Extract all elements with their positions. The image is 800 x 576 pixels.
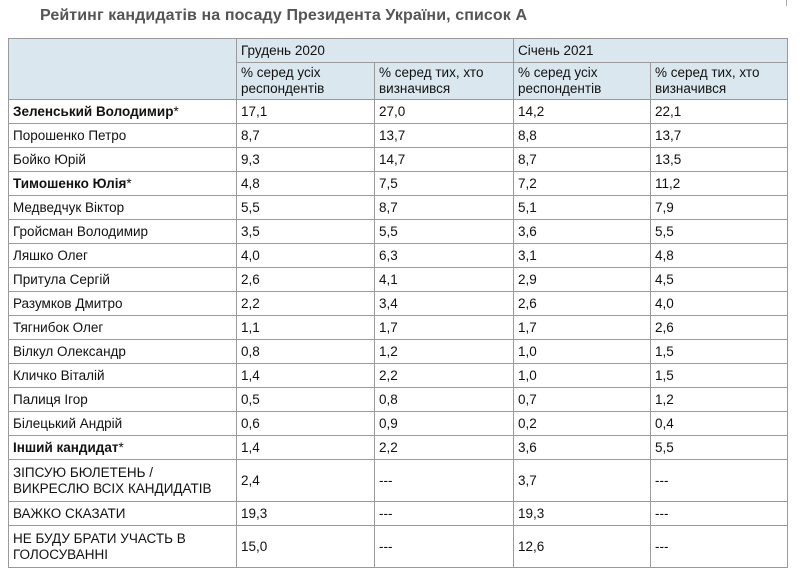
table-row — [9, 292, 788, 316]
value-cell: 2,9 — [514, 268, 651, 292]
table-row — [9, 460, 788, 502]
candidate-name-cell — [9, 100, 237, 124]
value-cell: 1,4 — [237, 364, 375, 388]
value-cell: 5,5 — [237, 196, 375, 220]
table-row — [9, 526, 788, 568]
value-cell: 3,7 — [514, 460, 651, 502]
value-cell: 5,5 — [375, 220, 514, 244]
value-cell: 1,2 — [651, 388, 788, 412]
value-cell: 14,2 — [514, 100, 651, 124]
value-cell: 1,7 — [514, 316, 651, 340]
value-cell: 7,5 — [375, 172, 514, 196]
table-row — [9, 100, 788, 124]
value-cell: 1,4 — [237, 436, 375, 460]
candidate-name: Інший кандидат — [13, 439, 119, 455]
value-cell: 22,1 — [651, 100, 788, 124]
table-row — [9, 124, 788, 148]
candidate-name-cell — [9, 388, 237, 412]
table-row — [9, 436, 788, 460]
candidate-name-cell — [9, 340, 237, 364]
footnote-mark: * — [173, 103, 179, 119]
value-cell: 2,6 — [651, 316, 788, 340]
candidate-name: Разумков Дмитро — [13, 295, 123, 311]
value-cell: 0,6 — [237, 412, 375, 436]
table-row — [9, 502, 788, 526]
value-cell: 3,5 — [237, 220, 375, 244]
value-cell: 8,8 — [514, 124, 651, 148]
value-cell: 5,1 — [514, 196, 651, 220]
value-cell: 0,9 — [375, 412, 514, 436]
table-row — [9, 340, 788, 364]
value-cell: 1,0 — [514, 340, 651, 364]
value-cell: --- — [651, 502, 788, 526]
subheader-cell: % серед усіх респондентів — [237, 63, 375, 100]
value-cell: 3,6 — [514, 220, 651, 244]
value-cell: 2,4 — [237, 460, 375, 502]
candidate-name: Кличко Віталій — [13, 367, 105, 383]
header-corner-cell — [9, 39, 237, 100]
candidate-name-cell — [9, 292, 237, 316]
footnote-mark: * — [126, 175, 132, 191]
value-cell: 1,2 — [375, 340, 514, 364]
value-cell: 1,1 — [237, 316, 375, 340]
value-cell: 19,3 — [237, 502, 375, 526]
candidate-name-cell — [9, 268, 237, 292]
value-cell: 2,2 — [375, 364, 514, 388]
candidate-name: НЕ БУДУ БРАТИ УЧАСТЬ В ГОЛОСУВАННІ — [13, 530, 186, 562]
table-row — [9, 220, 788, 244]
value-cell: --- — [651, 460, 788, 502]
value-cell: 0,4 — [651, 412, 788, 436]
table-row — [9, 388, 788, 412]
candidate-name: Зеленський Володимир — [13, 103, 174, 119]
value-cell: 8,7 — [514, 148, 651, 172]
value-cell: --- — [375, 460, 514, 502]
subheader-cell: % серед усіх респондентів — [514, 63, 651, 100]
value-cell: 1,5 — [651, 364, 788, 388]
value-cell: 8,7 — [375, 196, 514, 220]
candidate-name-cell — [9, 412, 237, 436]
candidate-name-cell — [9, 502, 237, 526]
candidate-name-cell — [9, 220, 237, 244]
candidate-name: Вілкул Олександр — [13, 343, 126, 359]
ratings-table — [8, 38, 788, 568]
value-cell: 27,0 — [375, 100, 514, 124]
value-cell: --- — [375, 502, 514, 526]
value-cell: 0,5 — [237, 388, 375, 412]
candidate-name-cell — [9, 436, 237, 460]
table-row — [9, 148, 788, 172]
candidate-name-cell — [9, 124, 237, 148]
period-header-dec-2020: Грудень 2020 — [237, 39, 514, 63]
candidate-name: Порошенко Петро — [13, 127, 127, 143]
value-cell: 3,4 — [375, 292, 514, 316]
value-cell: --- — [375, 526, 514, 568]
candidate-name: ВАЖКО СКАЗАТИ — [13, 505, 126, 521]
edge-divider — [786, 0, 787, 6]
candidate-name-cell — [9, 244, 237, 268]
value-cell: 1,7 — [375, 316, 514, 340]
value-cell: 1,5 — [651, 340, 788, 364]
subheader-cell: % серед тих, хто визначився — [375, 63, 514, 100]
footnote-mark: * — [118, 439, 124, 455]
candidate-name: Ляшко Олег — [13, 247, 88, 263]
candidate-name-cell — [9, 172, 237, 196]
value-cell: 0,8 — [375, 388, 514, 412]
value-cell: 4,0 — [237, 244, 375, 268]
value-cell: 4,8 — [651, 244, 788, 268]
candidate-name: Палиця Ігор — [13, 391, 88, 407]
table-row — [9, 268, 788, 292]
period-header-row — [9, 39, 788, 63]
value-cell: 15,0 — [237, 526, 375, 568]
value-cell: 19,3 — [514, 502, 651, 526]
value-cell: 1,0 — [514, 364, 651, 388]
value-cell: 2,6 — [514, 292, 651, 316]
value-cell: 0,2 — [514, 412, 651, 436]
candidate-name: ЗІПСУЮ БЮЛЕТЕНЬ / ВИКРЕСЛЮ ВСІХ КАНДИДАТІВ — [13, 464, 212, 496]
candidate-name-cell — [9, 460, 237, 502]
value-cell: 3,1 — [514, 244, 651, 268]
candidate-name-cell — [9, 526, 237, 568]
value-cell: --- — [651, 526, 788, 568]
subheader-cell: % серед тих, хто визначився — [651, 63, 788, 100]
table-row — [9, 244, 788, 268]
candidate-name: Притула Сергій — [13, 271, 110, 287]
value-cell: 9,3 — [237, 148, 375, 172]
table-title: Рейтинг кандидатів на посаду Президента України, список А — [40, 7, 528, 24]
value-cell: 7,2 — [514, 172, 651, 196]
value-cell: 5,5 — [651, 436, 788, 460]
value-cell: 6,3 — [375, 244, 514, 268]
table-row — [9, 316, 788, 340]
value-cell: 2,6 — [237, 268, 375, 292]
table-body — [9, 100, 788, 568]
value-cell: 5,5 — [651, 220, 788, 244]
value-cell: 17,1 — [237, 100, 375, 124]
candidate-name: Тимошенко Юлія — [13, 175, 127, 191]
value-cell: 11,2 — [651, 172, 788, 196]
value-cell: 2,2 — [375, 436, 514, 460]
value-cell: 8,7 — [237, 124, 375, 148]
candidate-name: Медведчук Віктор — [13, 199, 125, 215]
value-cell: 2,2 — [237, 292, 375, 316]
candidate-name: Гройсман Володимир — [13, 223, 149, 239]
value-cell: 7,9 — [651, 196, 788, 220]
table-row — [9, 364, 788, 388]
value-cell: 4,0 — [651, 292, 788, 316]
candidate-name-cell — [9, 364, 237, 388]
value-cell: 13,5 — [651, 148, 788, 172]
table-row — [9, 172, 788, 196]
table-row — [9, 196, 788, 220]
candidate-name: Білецький Андрій — [13, 415, 123, 431]
value-cell: 13,7 — [651, 124, 788, 148]
value-cell: 12,6 — [514, 526, 651, 568]
value-cell: 13,7 — [375, 124, 514, 148]
candidate-name-cell — [9, 148, 237, 172]
value-cell: 0,8 — [237, 340, 375, 364]
table-row — [9, 412, 788, 436]
period-header-jan-2021: Січень 2021 — [514, 39, 788, 63]
value-cell: 4,5 — [651, 268, 788, 292]
value-cell: 4,8 — [237, 172, 375, 196]
value-cell: 14,7 — [375, 148, 514, 172]
candidate-name: Тягнибок Олег — [13, 319, 104, 335]
value-cell: 4,1 — [375, 268, 514, 292]
value-cell: 3,6 — [514, 436, 651, 460]
value-cell: 0,7 — [514, 388, 651, 412]
candidate-name-cell — [9, 196, 237, 220]
candidate-name-cell — [9, 316, 237, 340]
candidate-name: Бойко Юрій — [13, 151, 86, 167]
